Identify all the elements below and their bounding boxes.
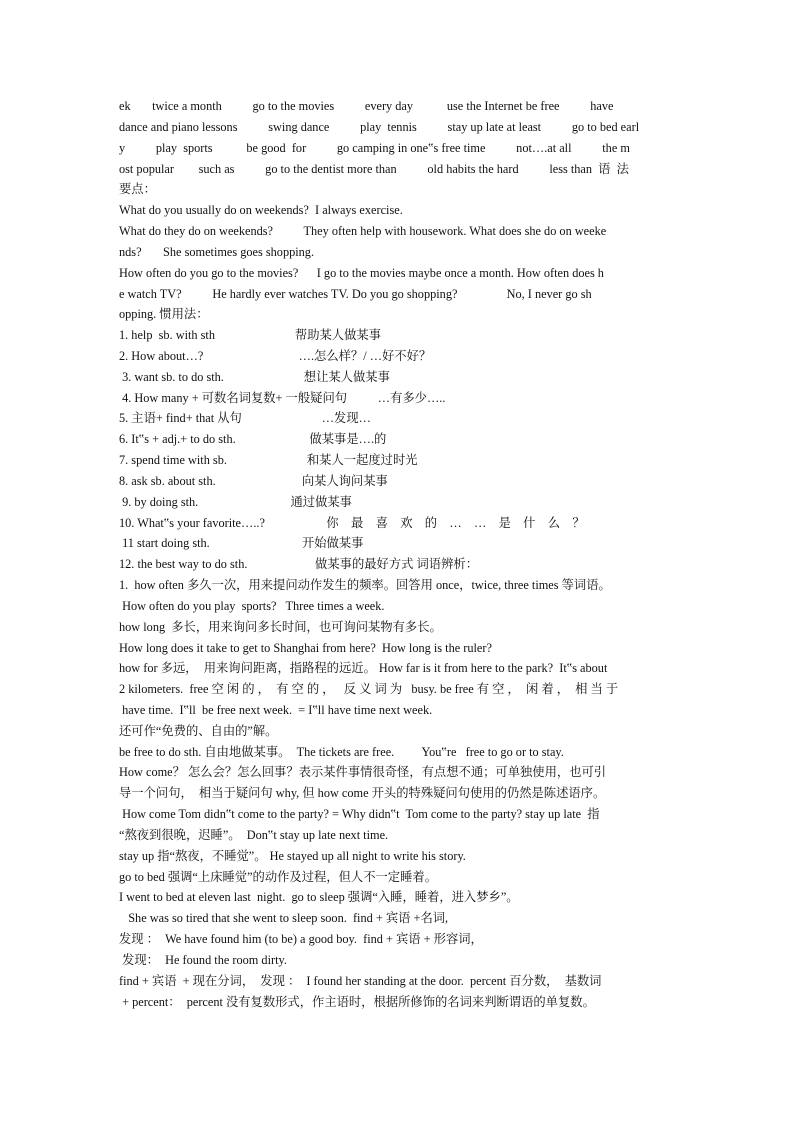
- text-line: y play sports be good for go camping in one‟s free time not….at all the m: [119, 141, 630, 155]
- text-line: 1. help sb. with sth 帮助某人做某事: [119, 328, 381, 342]
- text-line: 还可作“免费的、自由的”解。: [119, 724, 278, 738]
- text-line: dance and piano lessons swing dance play tennis stay up late at least go to bed earl: [119, 120, 640, 134]
- text-line: ost popular such as go to the dentist more than old habits the hard less than 语 法: [119, 162, 629, 176]
- text-line: + percent： percent 没有复数形式，作主语时，根据所修饰的名词来判断谓语的单复数。: [119, 995, 595, 1009]
- text-line: 6. It‟s + adj.+ to do sth. 做某事是….的: [119, 432, 387, 446]
- text-line: What do they do on weekends? They often help with housework. What does she do on weeke: [119, 224, 607, 238]
- text-line: “熬夜到很晚，迟睡”。 Don‟t stay up late next time.: [119, 828, 389, 842]
- text-line: 要点：: [119, 182, 156, 196]
- text-line: go to bed 强调“上床睡觉”的动作及过程，但人不一定睡着。: [119, 870, 437, 884]
- text-line: 8. ask sb. about sth. 向某人询问某事: [119, 474, 388, 488]
- text-line: How come Tom didn‟t come to the party? = Why didn‟t Tom come to the party? stay up late 指: [119, 807, 600, 821]
- text-line: find + 宾语 + 现在分词， 发现 ： I found her standing at the door. percent 百分数， 基数词: [119, 974, 602, 988]
- text-line: how for 多远， 用来询问距离，指路程的远近。 How far is it from here to the park? It‟s about: [119, 661, 608, 675]
- text-line: How often do you go to the movies? I go to the movies maybe once a month. How often does h: [119, 266, 604, 280]
- text-line: 3. want sb. to do sth. 想让某人做某事: [119, 370, 390, 384]
- text-line: 2 kilometers. free 空 闲 的 ， 有 空 的 ， 反 义 词 为 busy. be free 有 空 ， 闲 着 ， 相 当 于: [119, 682, 619, 696]
- text-line: I went to bed at eleven last night. go to sleep 强调“入睡，睡着，进入梦乡”。: [119, 890, 519, 904]
- text-line: 2. How about…? ….怎么样？/ …好不好？: [119, 349, 432, 363]
- text-line: 9. by doing sth. 通过做某事: [119, 495, 352, 509]
- text-line: e watch TV? He hardly ever watches TV. Do you go shopping? No, I never go sh: [119, 287, 592, 301]
- text-line: 4. How many + 可数名词复数+ 一般疑问句 …有多少…..: [119, 391, 446, 405]
- text-line: ek twice a month go to the movies every day use the Internet be free have: [119, 99, 614, 113]
- text-line: 1. how often 多久一次，用来提问动作发生的频率。回答用 once，twice, three times 等词语。: [119, 578, 611, 592]
- text-line: have time. I‟ll be free next week. = I‟ll have time next week.: [119, 703, 433, 717]
- text-line: 发现 ： We have found him (to be) a good boy. find + 宾语 + 形容词，: [119, 932, 483, 946]
- text-line: 10. What‟s your favorite…..? 你 最 喜 欢 的 … … 是 什 么 ？: [119, 516, 585, 530]
- text-line: how long 多长，用来询问多长时间，也可询问某物有多长。: [119, 620, 442, 634]
- text-line: What do you usually do on weekends? I always exercise.: [119, 203, 403, 217]
- text-line: 5. 主语+ find+ that 从句 …发现…: [119, 411, 371, 425]
- text-line: be free to do sth. 自由地做某事。 The tickets are free. You‟re free to go or to stay.: [119, 745, 564, 759]
- text-line: 11 start doing sth. 开始做某事: [119, 536, 364, 550]
- text-line: How come？ 怎么会？怎么回事？表示某件事情很奇怪，有点想不通；可单独使用，也可引: [119, 765, 607, 779]
- text-line: 发现： He found the room dirty.: [119, 953, 287, 967]
- text-line: She was so tired that she went to sleep soon. find + 宾语 +名词,: [119, 911, 449, 925]
- text-line: nds? She sometimes goes shopping.: [119, 245, 315, 259]
- text-line: How often do you play sports? Three times a week.: [119, 599, 385, 613]
- text-line: 12. the best way to do sth. 做某事的最好方式 词语辨析：: [119, 557, 478, 571]
- text-line: stay up 指“熬夜，不睡觉”。 He stayed up all night to write his story.: [119, 849, 466, 863]
- text-line: 导一个问句， 相当于疑问句 why, 但 how come 开头的特殊疑问句使用的仍然是陈述语序。: [119, 786, 606, 800]
- text-line: 7. spend time with sb. 和某人一起度过时光: [119, 453, 418, 467]
- text-line: How long does it take to get to Shanghai from here? How long is the ruler?: [119, 641, 492, 655]
- text-line: opping. 惯用法：: [119, 307, 209, 321]
